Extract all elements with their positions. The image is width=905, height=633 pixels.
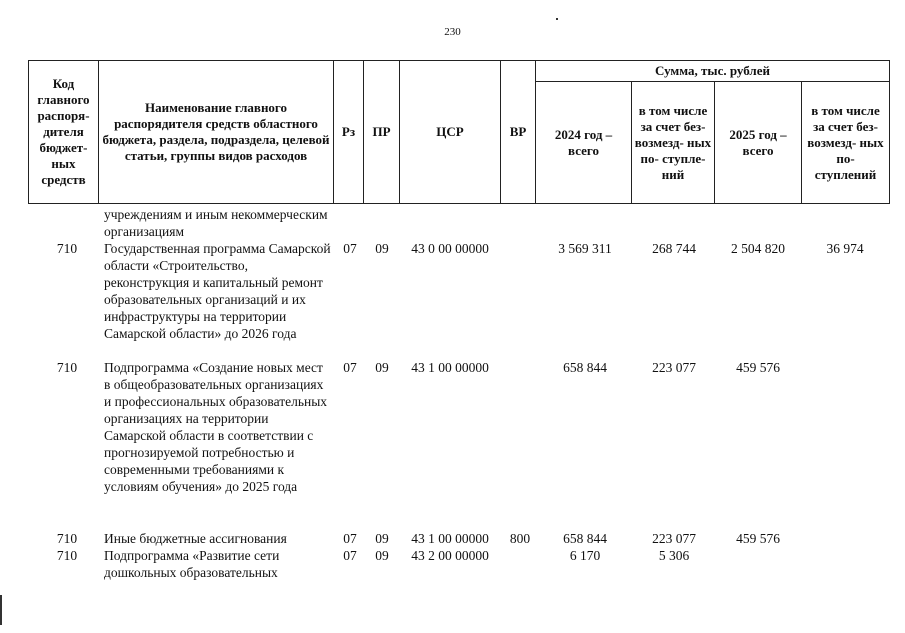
- header-2025-total: 2025 год – всего: [715, 81, 802, 203]
- row-2024-total: 6 170: [569, 548, 601, 563]
- scan-artifact: [556, 18, 558, 20]
- header-sum: Сумма, тыс. рублей: [655, 63, 770, 78]
- row-2024-gratuitous: 223 077: [652, 531, 696, 546]
- row-pr: 09: [375, 241, 389, 256]
- header-2024-total: 2024 год – всего: [536, 81, 632, 203]
- header-csr: ЦСР: [400, 61, 501, 203]
- row-csr: 43 1 00 00000: [411, 531, 489, 546]
- row-2024-gratuitous: 268 744: [652, 241, 696, 256]
- row-2025-total: 459 576: [736, 360, 780, 375]
- row-name: Иные бюджетные ассигнования: [104, 531, 287, 546]
- row-2024-gratuitous: 223 077: [652, 360, 696, 375]
- row-vr: 800: [509, 531, 531, 546]
- row-csr: 43 2 00 00000: [411, 548, 489, 563]
- row-code: 710: [56, 531, 78, 546]
- header-2025-gratuitous: в том числе за счет без- возмезд- ных по- ступлений: [802, 81, 889, 203]
- row-name: Подпрограмма «Создание новых мест в общеобразовательных организациях и профессиональных образовательных организациях на территории Самарской области в соответствии с прогнозируемой потребностью и современными требованиями к условиям обучения» до 2025 года: [104, 360, 328, 494]
- row-pr: 09: [375, 360, 389, 375]
- table-header: [28, 60, 890, 204]
- row-pr: 09: [375, 531, 389, 546]
- row-2024-total: 658 844: [563, 531, 607, 546]
- header-name: Наименование главного распорядителя средств областного бюджета, раздела, подраздела, целевой статьи, группы видов расходов: [99, 61, 334, 203]
- page-number: 230: [444, 26, 461, 38]
- header-code: Код главного распоря- дителя бюджет- ных средств: [29, 61, 99, 203]
- continuation-name: учреждениям и иным некоммерческим организациям: [104, 207, 328, 239]
- row-rz: 07: [343, 531, 357, 546]
- row-name: Государственная программа Самарской области «Строительство, реконструкция и капитальный ремонт образовательных организаций и их инфраструктуры на территории Самарской области» до 2026 года: [104, 241, 331, 341]
- row-name: Подпрограмма «Развитие сети дошкольных образовательных: [104, 548, 280, 580]
- row-2024-total: 3 569 311: [558, 241, 612, 256]
- row-code: 710: [56, 360, 78, 375]
- header-2024-gratuitous: в том числе за счет без- возмезд- ных по- ступле- ний: [632, 81, 715, 203]
- row-2025-total: 2 504 820: [731, 241, 785, 256]
- row-rz: 07: [343, 241, 357, 256]
- row-2025-gratuitous: 36 974: [826, 241, 864, 256]
- header-vr: ВР: [501, 61, 536, 203]
- row-pr: 09: [375, 548, 389, 563]
- row-csr: 43 0 00 00000: [411, 241, 489, 256]
- row-code: 710: [56, 241, 78, 256]
- row-2025-total: 459 576: [736, 531, 780, 546]
- header-pr: ПР: [364, 61, 400, 203]
- row-code: 710: [56, 548, 78, 563]
- row-csr: 43 1 00 00000: [411, 360, 489, 375]
- row-rz: 07: [343, 360, 357, 375]
- scan-artifact: [0, 595, 2, 625]
- row-2024-gratuitous: 5 306: [658, 548, 690, 563]
- row-rz: 07: [343, 548, 357, 563]
- row-2024-total: 658 844: [563, 360, 607, 375]
- header-rz: Рз: [334, 61, 364, 203]
